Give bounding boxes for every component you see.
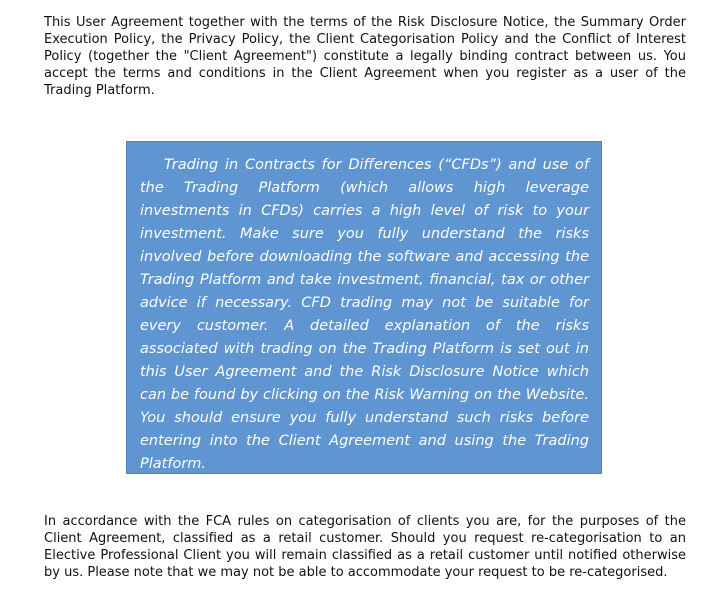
risk-warning-box bbox=[126, 141, 602, 474]
risk-warning-text: Trading in Contracts for Differences (“CFDs”) and use of the Trading Platform (which allows high leverage investments in CFDs) carries a high level of risk to your investment. Make sure you fully understand the risks involved before downloading the software and accessing the Trading Platform and take investment, financial, tax or other advice if necessary. CFD trading may not be suitable for every customer. A detailed explanation of the risks associated with trading on the Trading Platform is set out in this User Agreement and the Risk Disclosure Notice which can be found by clicking on the Risk Warning on the Website. You should ensure you fully understand such risks before entering into the Client Agreement and using the Trading Platform. bbox=[140, 157, 589, 472]
fca-categorisation-paragraph: In accordance with the FCA rules on categorisation of clients you are, for the purposes of the Client Agreement, classified as a retail customer. Should you request re-categorisation to an Elective Professional Client you will remain classified as a retail customer until notified otherwise by us. Please note that we may not be able to accommodate your request to be re-categorised. bbox=[44, 514, 686, 580]
intro-paragraph: This User Agreement together with the terms of the Risk Disclosure Notice, the Summary Order Execution Policy, the Privacy Policy, the Client Categorisation Policy and the Conflict of Interest Policy (together the "Client Agreement") constitute a legally binding contract between us. You accept the terms and conditions in the Client Agreement when you register as a user of the Trading Platform. bbox=[44, 15, 686, 98]
